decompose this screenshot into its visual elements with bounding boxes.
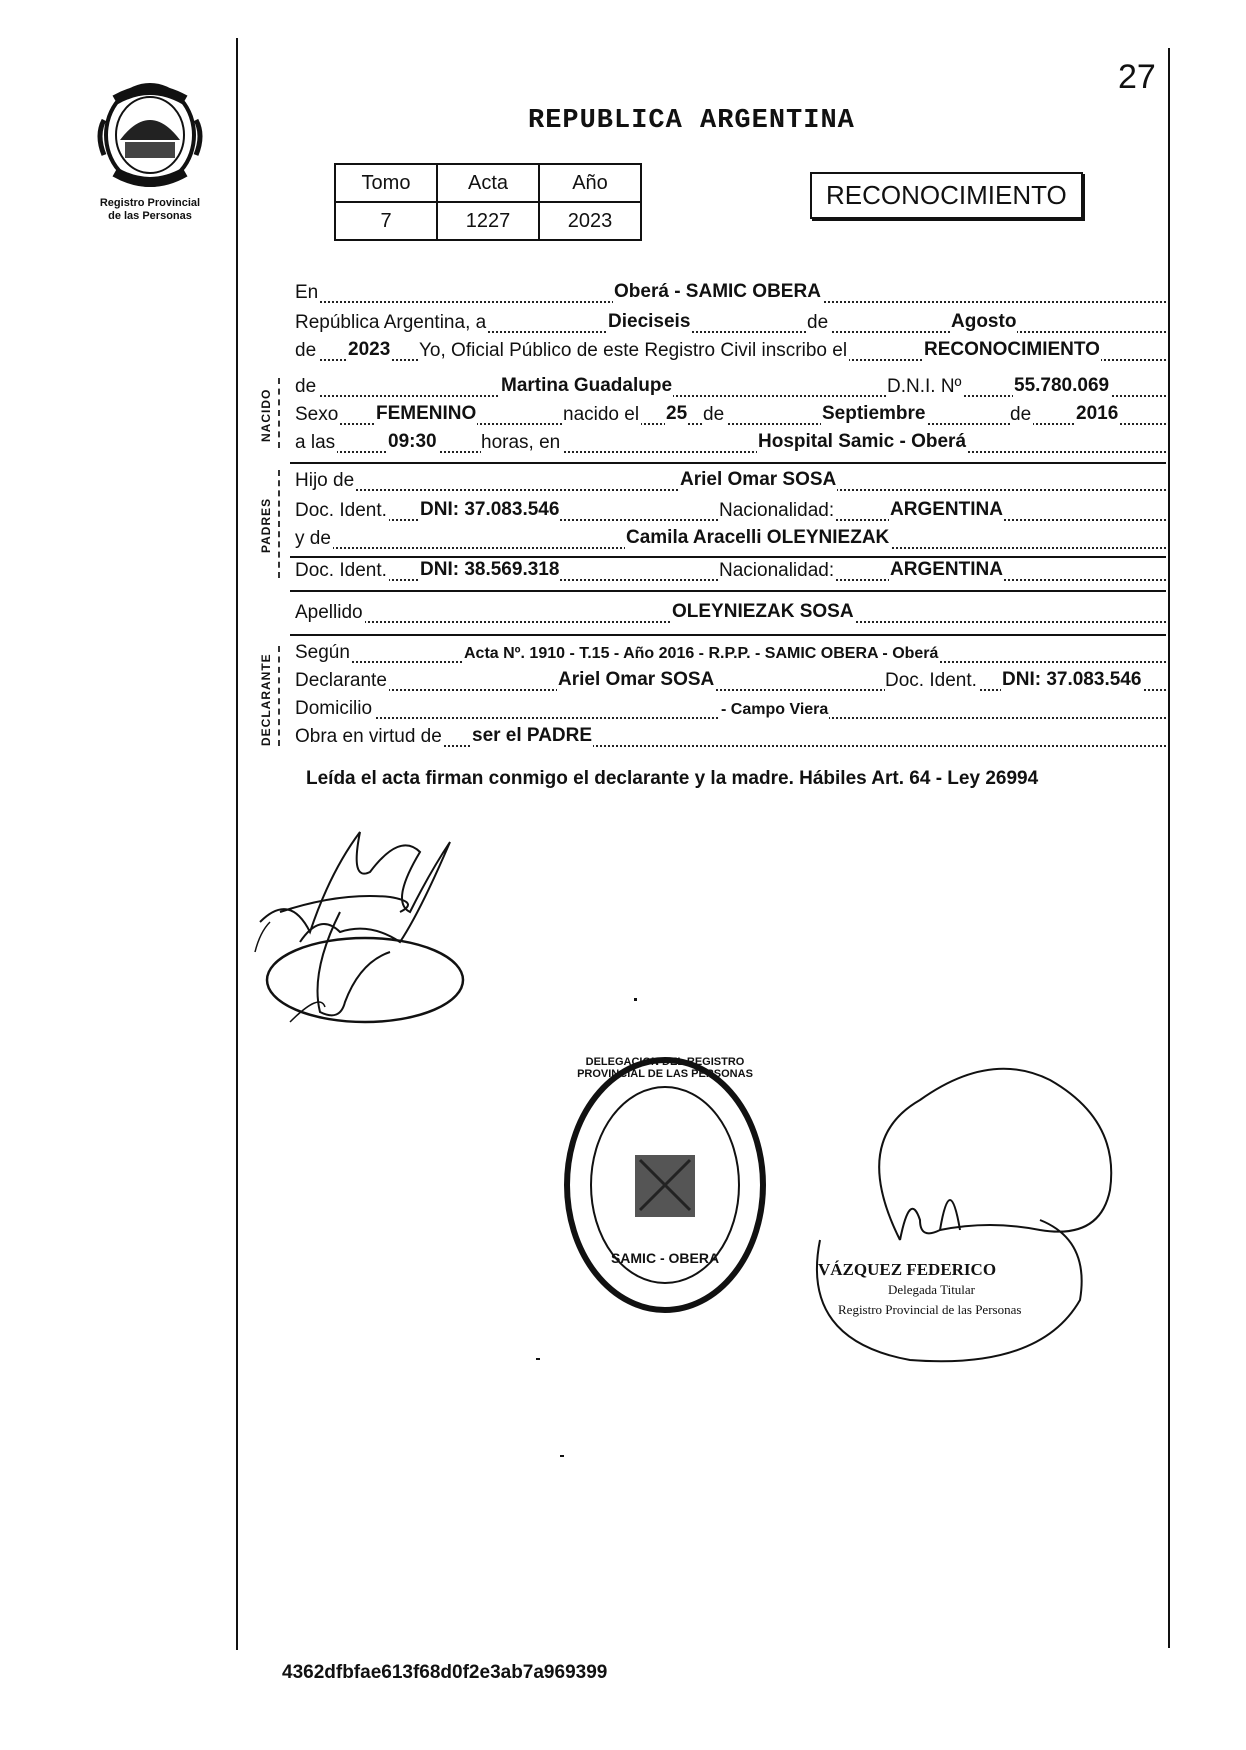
nacido-section-label: NACIDO bbox=[259, 388, 273, 442]
provincial-logo bbox=[90, 80, 210, 230]
row-nombre bbox=[295, 372, 1166, 400]
nacido-label: nacido el bbox=[563, 404, 640, 425]
domicilio-label: Domicilio bbox=[295, 698, 373, 719]
document-title: REPUBLICA ARGENTINA bbox=[528, 106, 855, 136]
lugar-value: Hospital Samic - Oberá bbox=[758, 431, 967, 452]
speck bbox=[536, 1358, 540, 1360]
nac-anio-value: 2016 bbox=[1076, 403, 1119, 424]
registry-table-header: Tomo bbox=[335, 164, 437, 202]
nac-mes-value: Septiembre bbox=[822, 403, 926, 424]
inscribo-value: RECONOCIMIENTO bbox=[924, 339, 1100, 360]
madre-value: Camila Aracelli OLEYNIEZAK bbox=[626, 527, 890, 548]
declarante-section-bar bbox=[278, 646, 280, 746]
row-domicilio bbox=[295, 694, 1166, 722]
nacido-section-bar bbox=[278, 378, 280, 448]
segun-label: Según bbox=[295, 642, 350, 663]
nac1-label: Nacionalidad: bbox=[719, 500, 835, 521]
hijo-label: Hijo de bbox=[295, 470, 355, 491]
decl-doc-label: Doc. Ident. bbox=[885, 670, 977, 691]
row-doc1 bbox=[295, 496, 1166, 524]
nac2-value: ARGENTINA bbox=[890, 559, 1003, 580]
round-seal-stamp bbox=[555, 1050, 775, 1320]
act-type-box: RECONOCIMIENTO bbox=[810, 172, 1083, 219]
yde-label: y de bbox=[295, 528, 331, 549]
registry-table-cell: 1227 bbox=[437, 202, 539, 240]
en-label: En bbox=[295, 282, 319, 303]
nombre-value: Martina Guadalupe bbox=[501, 375, 673, 396]
registry-table-header: Acta bbox=[437, 164, 539, 202]
en-value: Oberá - SAMIC OBERA bbox=[614, 281, 821, 302]
padres-section-label: PADRES bbox=[259, 497, 273, 553]
official-stamp-office: Registro Provincial de las Personas bbox=[838, 1302, 1022, 1317]
declarante-value: Ariel Omar SOSA bbox=[558, 669, 715, 690]
row-oficial bbox=[295, 336, 1166, 364]
declarante-section-label: DECLARANTE bbox=[259, 653, 273, 746]
seal-bottom-text: SAMIC - OBERA bbox=[610, 1250, 720, 1266]
section-separator bbox=[290, 462, 1166, 464]
document-hash: 4362dfbfae613f68d0f2e3ab7a969399 bbox=[282, 1662, 608, 1683]
registry-table-cell: 7 bbox=[335, 202, 437, 240]
row-obra bbox=[295, 722, 1166, 750]
apellido-label: Apellido bbox=[295, 602, 363, 623]
official-stamp-name: VÁZQUEZ FEDERICO bbox=[818, 1260, 997, 1279]
decl-doc-value: DNI: 37.083.546 bbox=[1002, 669, 1142, 690]
nombre-label: de bbox=[295, 376, 317, 397]
signature-oficial bbox=[790, 1040, 1160, 1370]
hora-value: 09:30 bbox=[388, 431, 437, 452]
misiones-shield-icon bbox=[90, 80, 210, 190]
registry-table-header-row bbox=[335, 164, 641, 202]
oficial-text: Yo, Oficial Público de este Registro Civil inscribo el bbox=[419, 340, 848, 361]
row-hora bbox=[295, 428, 1166, 456]
mes-value: Agosto bbox=[951, 311, 1017, 332]
official-stamp-text bbox=[818, 1260, 1108, 1320]
row-padre bbox=[295, 466, 1166, 494]
row-madre bbox=[295, 524, 1166, 552]
sexo-label: Sexo bbox=[295, 404, 339, 425]
right-margin-line bbox=[1168, 48, 1170, 1648]
nac-dia-value: 25 bbox=[666, 403, 688, 424]
row-doc2 bbox=[295, 556, 1166, 584]
official-stamp-role: Delegada Titular bbox=[888, 1282, 976, 1297]
row-en bbox=[295, 278, 1166, 306]
row-segun bbox=[295, 638, 1166, 666]
obra-value: ser el PADRE bbox=[472, 725, 593, 746]
padre-value: Ariel Omar SOSA bbox=[680, 469, 837, 490]
dni-label: D.N.I. Nº bbox=[887, 376, 962, 397]
registry-table-header: Año bbox=[539, 164, 641, 202]
segun-value: Acta Nº. 1910 - T.15 - Año 2016 - R.P.P. - SAMIC OBERA - Oberá bbox=[464, 645, 939, 662]
anio-value: 2023 bbox=[348, 339, 391, 360]
de2-label: de bbox=[295, 340, 317, 361]
seal-ring-text: DELEGACION DEL REGISTRO PROVINCIAL DE LAS PERSONAS bbox=[577, 1056, 753, 1080]
apellido-value: OLEYNIEZAK SOSA bbox=[672, 601, 854, 622]
doc1-value: DNI: 37.083.546 bbox=[420, 499, 560, 520]
section-separator bbox=[290, 634, 1166, 636]
a-las-label: a las bbox=[295, 432, 336, 453]
nac1-value: ARGENTINA bbox=[890, 499, 1003, 520]
registry-table-cell: 2023 bbox=[539, 202, 641, 240]
logo-caption-line1: Registro Provincial bbox=[99, 197, 201, 209]
registry-table-value-row bbox=[335, 202, 641, 240]
row-declarante bbox=[295, 666, 1166, 694]
doc2-label: Doc. Ident. bbox=[295, 560, 387, 581]
sexo-value: FEMENINO bbox=[376, 403, 477, 424]
seal-emblem-icon bbox=[555, 1050, 775, 1320]
logo-caption-line2: de las Personas bbox=[108, 210, 192, 222]
nac-de2-label: de bbox=[1010, 404, 1032, 425]
registry-table bbox=[334, 163, 642, 241]
logo-caption bbox=[90, 197, 210, 223]
dni-value: 55.780.069 bbox=[1014, 375, 1110, 396]
nac2-label: Nacionalidad: bbox=[719, 560, 835, 581]
horas-en-label: horas, en bbox=[481, 432, 561, 453]
speck bbox=[634, 998, 637, 1001]
domicilio-value: - Campo Viera bbox=[721, 701, 829, 718]
closing-note: Leída el acta firman conmigo el declarante y la madre. Hábiles Art. 64 - Ley 26994 bbox=[306, 768, 1039, 789]
row-sexo bbox=[295, 400, 1166, 428]
speck bbox=[560, 1455, 564, 1457]
de-label: de bbox=[807, 312, 829, 333]
signature-declarante bbox=[250, 812, 490, 1032]
left-margin-line bbox=[236, 38, 238, 1650]
padres-section-bar bbox=[278, 470, 280, 578]
obra-label: Obra en virtud de bbox=[295, 726, 442, 747]
row-fecha bbox=[295, 308, 1166, 336]
doc2-value: DNI: 38.569.318 bbox=[420, 559, 560, 580]
row-apellido bbox=[295, 598, 1166, 626]
doc1-label: Doc. Ident. bbox=[295, 500, 387, 521]
nac-de-label: de bbox=[703, 404, 725, 425]
dia-value: Dieciseis bbox=[608, 311, 691, 332]
section-separator bbox=[290, 590, 1166, 592]
republica-label: República Argentina, a bbox=[295, 312, 487, 333]
page-number: 27 bbox=[1118, 58, 1156, 96]
declarante-label: Declarante bbox=[295, 670, 387, 691]
